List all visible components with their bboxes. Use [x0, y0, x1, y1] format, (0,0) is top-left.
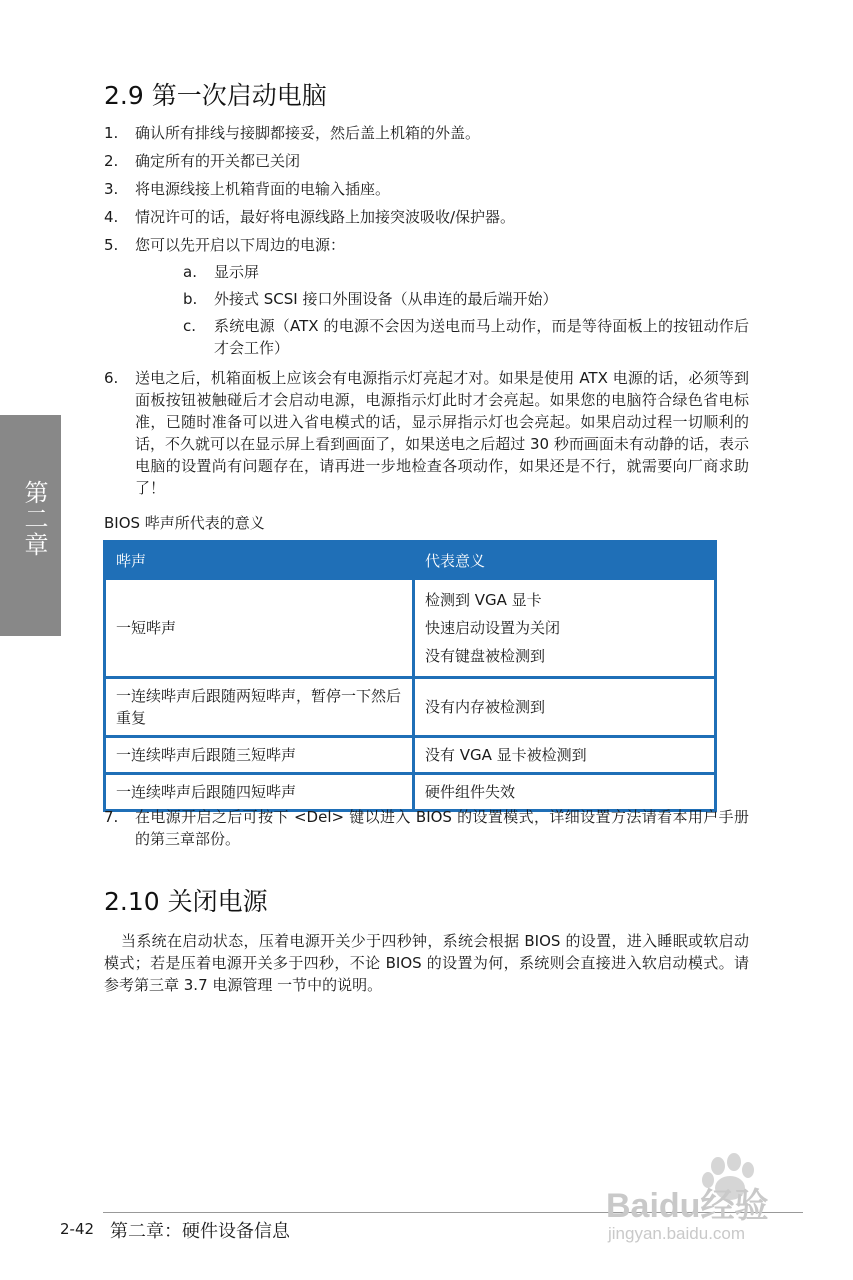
beep-code-table [103, 540, 717, 812]
step-7-list [104, 806, 749, 856]
baidu-watermark [598, 1148, 803, 1248]
table-header-row [105, 542, 716, 579]
watermark-url: jingyan.baidu.com [608, 1224, 746, 1243]
table-row [105, 678, 716, 737]
sub-list-item: c. 系统电源（ATX 的电源不会因为送电而马上动作，而是等待面板上的按钮动作后才会工作） [183, 317, 749, 357]
section-title-2-10: 2.10 关闭电源 [104, 887, 268, 916]
meaning-cell: 没有内存被检测到 [414, 678, 716, 737]
list-item: 6. 送电之后，机箱面板上应该会有电源指示灯亮起才对。如果是使用 ATX 电源的话，必须等到面板按钮被触碰后才会启动电源，电源指示灯此时才会亮起。如果您的电脑符合绿色省电标准，已随时准备可以进入省电模式的话，显示屏指示灯也会亮起。如果启动过程一切顺利的话，不久就可以在显示屏上看到画面了，如果送电之后超过 30 秒而画面未有动静的话，表示电脑的设置尚有问题存在，请再进一步地检查各项动作，如果还是不行，就需要向厂商求助了！ [104, 369, 749, 497]
beep-cell: 一连续哔声后跟随三短哔声 [105, 737, 414, 774]
table-caption: BIOS 哔声所代表的意义 [104, 514, 265, 532]
sub-list-item: b. 外接式 SCSI 接口外围设备（从串连的最后端开始） [183, 290, 558, 308]
list-item: 4. 情况许可的话，最好将电源线路上加接突波吸收/保护器。 [104, 208, 516, 226]
beep-cell: 一短哔声 [105, 579, 414, 678]
table-row [105, 579, 716, 678]
meaning-cell: 没有 VGA 显卡被检测到 [414, 737, 716, 774]
footer-chapter-title: 第二章：硬件设备信息 [110, 1221, 290, 1242]
sub-list-item: a. 显示屏 [183, 263, 260, 281]
section-title-2-9: 2.9 第一次启动电脑 [104, 81, 327, 110]
list-item: 5. 您可以先开启以下周边的电源： a. 显示屏 b. 外接式 SCSI 接口外围设备（从串连的最后端开始） c. 系统电源（ATX 的电源不会因为送电而马上动作，而是等待面板上的按钮动作后才会工作） [104, 236, 749, 357]
list-item: 7. 在电源开启之后可按下 <Del> 键以进入 BIOS 的设置模式，详细设置方法请看本用户手册的第三章部份。 [104, 808, 749, 848]
list-item: 1. 确认所有排线与接脚都接妥，然后盖上机箱的外盖。 [104, 124, 481, 142]
chapter-side-tab [0, 415, 61, 636]
chapter-tab-label: 第二章 [20, 480, 48, 558]
table-row [105, 774, 716, 811]
beep-cell: 一连续哔声后跟随四短哔声 [105, 774, 414, 811]
meaning-cell: 检测到 VGA 显卡 快速启动设置为关闭 没有键盘被检测到 [414, 579, 716, 678]
list-item: 3. 将电源线接上机箱背面的电输入插座。 [104, 180, 391, 198]
column-header-meaning: 代表意义 [414, 542, 716, 579]
table-row [105, 737, 716, 774]
column-header-beep: 哔声 [105, 542, 414, 579]
meaning-cell: 硬件组件失效 [414, 774, 716, 811]
shutdown-paragraph: 当系统在启动状态，压着电源开关少于四秒钟，系统会根据 BIOS 的设置，进入睡眠或软启动模式；若是压着电源开关多于四秒，不论 BIOS 的设置为何，系统则会直接进入软启动模式。请参考第三章 3.7 电源管理 一节中的说明。 [104, 932, 749, 994]
page-number: 2-42 [60, 1220, 95, 1238]
watermark-brand: Baidu经验 [606, 1187, 769, 1225]
list-item: 2. 确定所有的开关都已关闭 [104, 152, 301, 170]
beep-cell: 一连续哔声后跟随两短哔声，暂停一下然后重复 [105, 678, 414, 737]
startup-steps-list [104, 122, 749, 505]
